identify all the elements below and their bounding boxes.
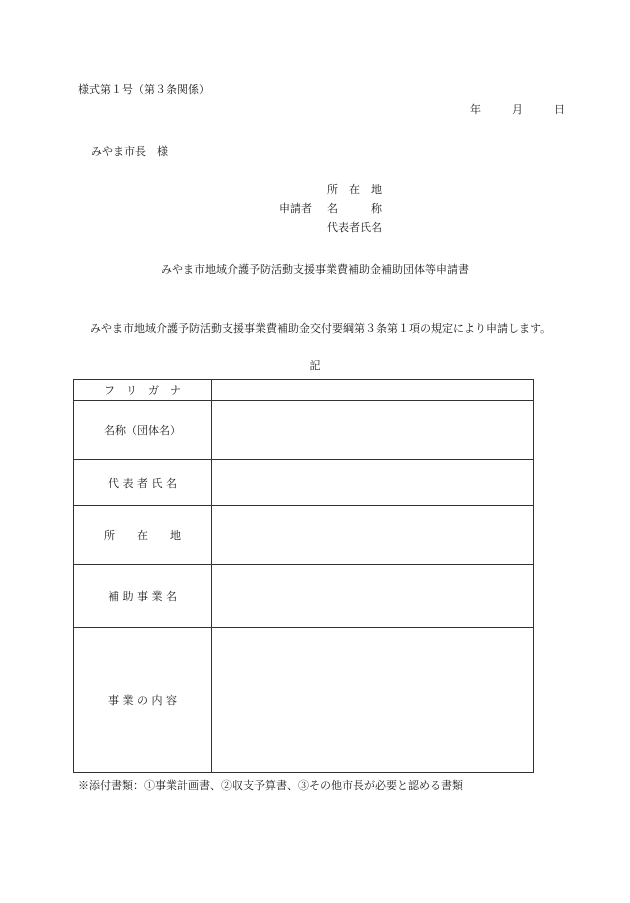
table-row xyxy=(74,380,534,401)
applicant-address-label: 所 在 地 xyxy=(327,183,382,196)
date-year-label: 年 xyxy=(470,103,481,116)
table-row xyxy=(74,628,534,773)
date-day-label: 日 xyxy=(554,103,565,116)
row-label-furigana: フ リ ガ ナ xyxy=(74,380,212,401)
table-row xyxy=(74,506,534,565)
application-table xyxy=(73,379,534,773)
row-label-project-content: 事 業 の 内 容 xyxy=(74,628,212,773)
furigana-field[interactable] xyxy=(212,380,534,401)
document-title: みやま市地域介護予防活動支援事業費補助金補助団体等申請書 xyxy=(161,263,469,276)
applicant-prefix: 申請者 xyxy=(279,202,312,215)
applicant-name-label: 名 称 xyxy=(327,202,382,215)
date-line xyxy=(470,101,565,117)
applicant-representative-label: 代表者氏名 xyxy=(327,221,382,234)
address-field[interactable] xyxy=(212,506,534,565)
row-label-organization-name: 名称（団体名） xyxy=(74,401,212,460)
project-name-field[interactable] xyxy=(212,565,534,628)
row-label-address: 所 在 地 xyxy=(74,506,212,565)
body-text: みやま市地域介護予防活動支援事業費補助金交付要綱第３条第１項の規定により申請します。 xyxy=(90,322,552,335)
organization-name-field[interactable] xyxy=(212,401,534,460)
table-row xyxy=(74,565,534,628)
representative-field[interactable] xyxy=(212,460,534,506)
row-label-representative: 代 表 者 氏 名 xyxy=(74,460,212,506)
row-label-project-name: 補 助 事 業 名 xyxy=(74,565,212,628)
table-row xyxy=(74,460,534,506)
addressee: みやま市長 様 xyxy=(91,145,168,158)
table-row xyxy=(74,401,534,460)
attachments-note: ※添付書類：①事業計画書、②収支予算書、③その他市長が必要と認める書類 xyxy=(78,779,463,792)
project-content-field[interactable] xyxy=(212,628,534,773)
date-month-label: 月 xyxy=(512,103,523,116)
ki-label: 記 xyxy=(309,359,321,372)
form-number: 様式第１号（第３条関係） xyxy=(78,83,210,96)
